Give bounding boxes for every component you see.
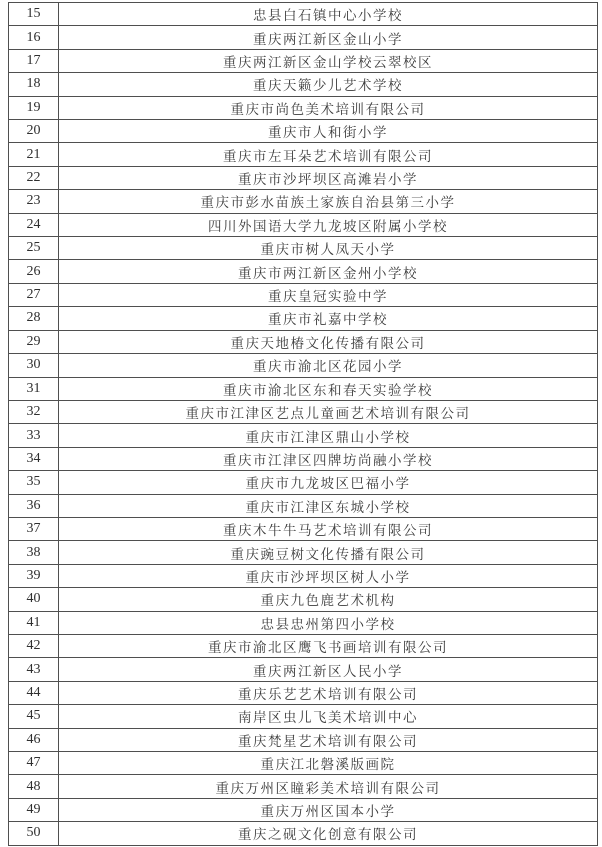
row-index: 21 <box>9 143 59 166</box>
org-name: 重庆市渝北区鹰飞书画培训有限公司 <box>59 634 598 657</box>
org-name: 重庆两江新区金山学校云翠校区 <box>59 49 598 72</box>
org-name: 重庆市江津区艺点儿童画艺术培训有限公司 <box>59 400 598 423</box>
row-index: 37 <box>9 517 59 540</box>
table-body <box>9 3 598 846</box>
table-row <box>9 26 598 49</box>
row-index: 25 <box>9 237 59 260</box>
org-name: 重庆市礼嘉中学校 <box>59 307 598 330</box>
row-index: 31 <box>9 377 59 400</box>
org-name: 南岸区虫儿飞美术培训中心 <box>59 705 598 728</box>
table-row <box>9 73 598 96</box>
table-row <box>9 752 598 775</box>
row-index: 16 <box>9 26 59 49</box>
org-name: 重庆市人和街小学 <box>59 120 598 143</box>
table-row <box>9 166 598 189</box>
table-row <box>9 283 598 306</box>
row-index: 26 <box>9 260 59 283</box>
org-name: 忠县忠州第四小学校 <box>59 611 598 634</box>
org-name: 重庆市渝北区东和春天实验学校 <box>59 377 598 400</box>
row-index: 34 <box>9 447 59 470</box>
row-index: 30 <box>9 354 59 377</box>
table-row <box>9 447 598 470</box>
org-name: 重庆木牛牛马艺术培训有限公司 <box>59 517 598 540</box>
org-name: 重庆市尚色美术培训有限公司 <box>59 96 598 119</box>
row-index: 45 <box>9 705 59 728</box>
table-row <box>9 494 598 517</box>
row-index: 32 <box>9 400 59 423</box>
org-name: 重庆万州区瞳彩美术培训有限公司 <box>59 775 598 798</box>
row-index: 36 <box>9 494 59 517</box>
table-row <box>9 705 598 728</box>
table-row <box>9 588 598 611</box>
row-index: 19 <box>9 96 59 119</box>
org-name: 重庆市左耳朵艺术培训有限公司 <box>59 143 598 166</box>
row-index: 38 <box>9 541 59 564</box>
row-index: 50 <box>9 822 59 845</box>
row-index: 17 <box>9 49 59 72</box>
table-row <box>9 330 598 353</box>
table-row <box>9 307 598 330</box>
org-name: 重庆梵星艺术培训有限公司 <box>59 728 598 751</box>
row-index: 35 <box>9 471 59 494</box>
table-row <box>9 798 598 821</box>
row-index: 43 <box>9 658 59 681</box>
table-row <box>9 822 598 845</box>
table-row <box>9 471 598 494</box>
org-name: 重庆市江津区东城小学校 <box>59 494 598 517</box>
row-index: 18 <box>9 73 59 96</box>
org-name: 重庆市沙坪坝区高滩岩小学 <box>59 166 598 189</box>
table-row <box>9 143 598 166</box>
row-index: 41 <box>9 611 59 634</box>
row-index: 15 <box>9 3 59 26</box>
row-index: 20 <box>9 120 59 143</box>
row-index: 24 <box>9 213 59 236</box>
org-name: 重庆乐艺艺术培训有限公司 <box>59 681 598 704</box>
table-row <box>9 3 598 26</box>
table-row <box>9 728 598 751</box>
table-row <box>9 237 598 260</box>
org-name: 重庆江北磐溪版画院 <box>59 752 598 775</box>
table-row <box>9 517 598 540</box>
table-row <box>9 96 598 119</box>
row-index: 49 <box>9 798 59 821</box>
row-index: 22 <box>9 166 59 189</box>
org-name: 重庆天地椿文化传播有限公司 <box>59 330 598 353</box>
row-index: 27 <box>9 283 59 306</box>
table-row <box>9 424 598 447</box>
org-name: 重庆两江新区人民小学 <box>59 658 598 681</box>
org-name: 忠县白石镇中心小学校 <box>59 3 598 26</box>
org-name: 重庆市沙坪坝区树人小学 <box>59 564 598 587</box>
table-row <box>9 611 598 634</box>
row-index: 40 <box>9 588 59 611</box>
table-row <box>9 400 598 423</box>
table-row <box>9 377 598 400</box>
table-row <box>9 681 598 704</box>
row-index: 44 <box>9 681 59 704</box>
org-name: 重庆豌豆树文化传播有限公司 <box>59 541 598 564</box>
org-list-table <box>8 2 598 846</box>
table-row <box>9 213 598 236</box>
org-name: 重庆万州区国本小学 <box>59 798 598 821</box>
org-name: 重庆市两江新区金州小学校 <box>59 260 598 283</box>
org-name: 重庆市江津区四牌坊尚融小学校 <box>59 447 598 470</box>
table-row <box>9 260 598 283</box>
org-name: 重庆之砚文化创意有限公司 <box>59 822 598 845</box>
table-row <box>9 775 598 798</box>
table-row <box>9 658 598 681</box>
row-index: 28 <box>9 307 59 330</box>
org-name: 重庆皇冠实验中学 <box>59 283 598 306</box>
table-row <box>9 634 598 657</box>
table-row <box>9 541 598 564</box>
table-row <box>9 190 598 213</box>
org-name: 重庆市彭水苗族土家族自治县第三小学 <box>59 190 598 213</box>
org-name: 重庆天籁少儿艺术学校 <box>59 73 598 96</box>
row-index: 48 <box>9 775 59 798</box>
table-row <box>9 564 598 587</box>
table-row <box>9 49 598 72</box>
org-name: 重庆市九龙坡区巴福小学 <box>59 471 598 494</box>
org-name: 重庆九色鹿艺术机构 <box>59 588 598 611</box>
table-row <box>9 120 598 143</box>
org-name: 四川外国语大学九龙坡区附属小学校 <box>59 213 598 236</box>
row-index: 23 <box>9 190 59 213</box>
org-name: 重庆两江新区金山小学 <box>59 26 598 49</box>
org-name: 重庆市树人凤天小学 <box>59 237 598 260</box>
row-index: 42 <box>9 634 59 657</box>
org-name: 重庆市江津区鼎山小学校 <box>59 424 598 447</box>
row-index: 29 <box>9 330 59 353</box>
org-name: 重庆市渝北区花园小学 <box>59 354 598 377</box>
table-row <box>9 354 598 377</box>
row-index: 39 <box>9 564 59 587</box>
row-index: 47 <box>9 752 59 775</box>
row-index: 33 <box>9 424 59 447</box>
row-index: 46 <box>9 728 59 751</box>
